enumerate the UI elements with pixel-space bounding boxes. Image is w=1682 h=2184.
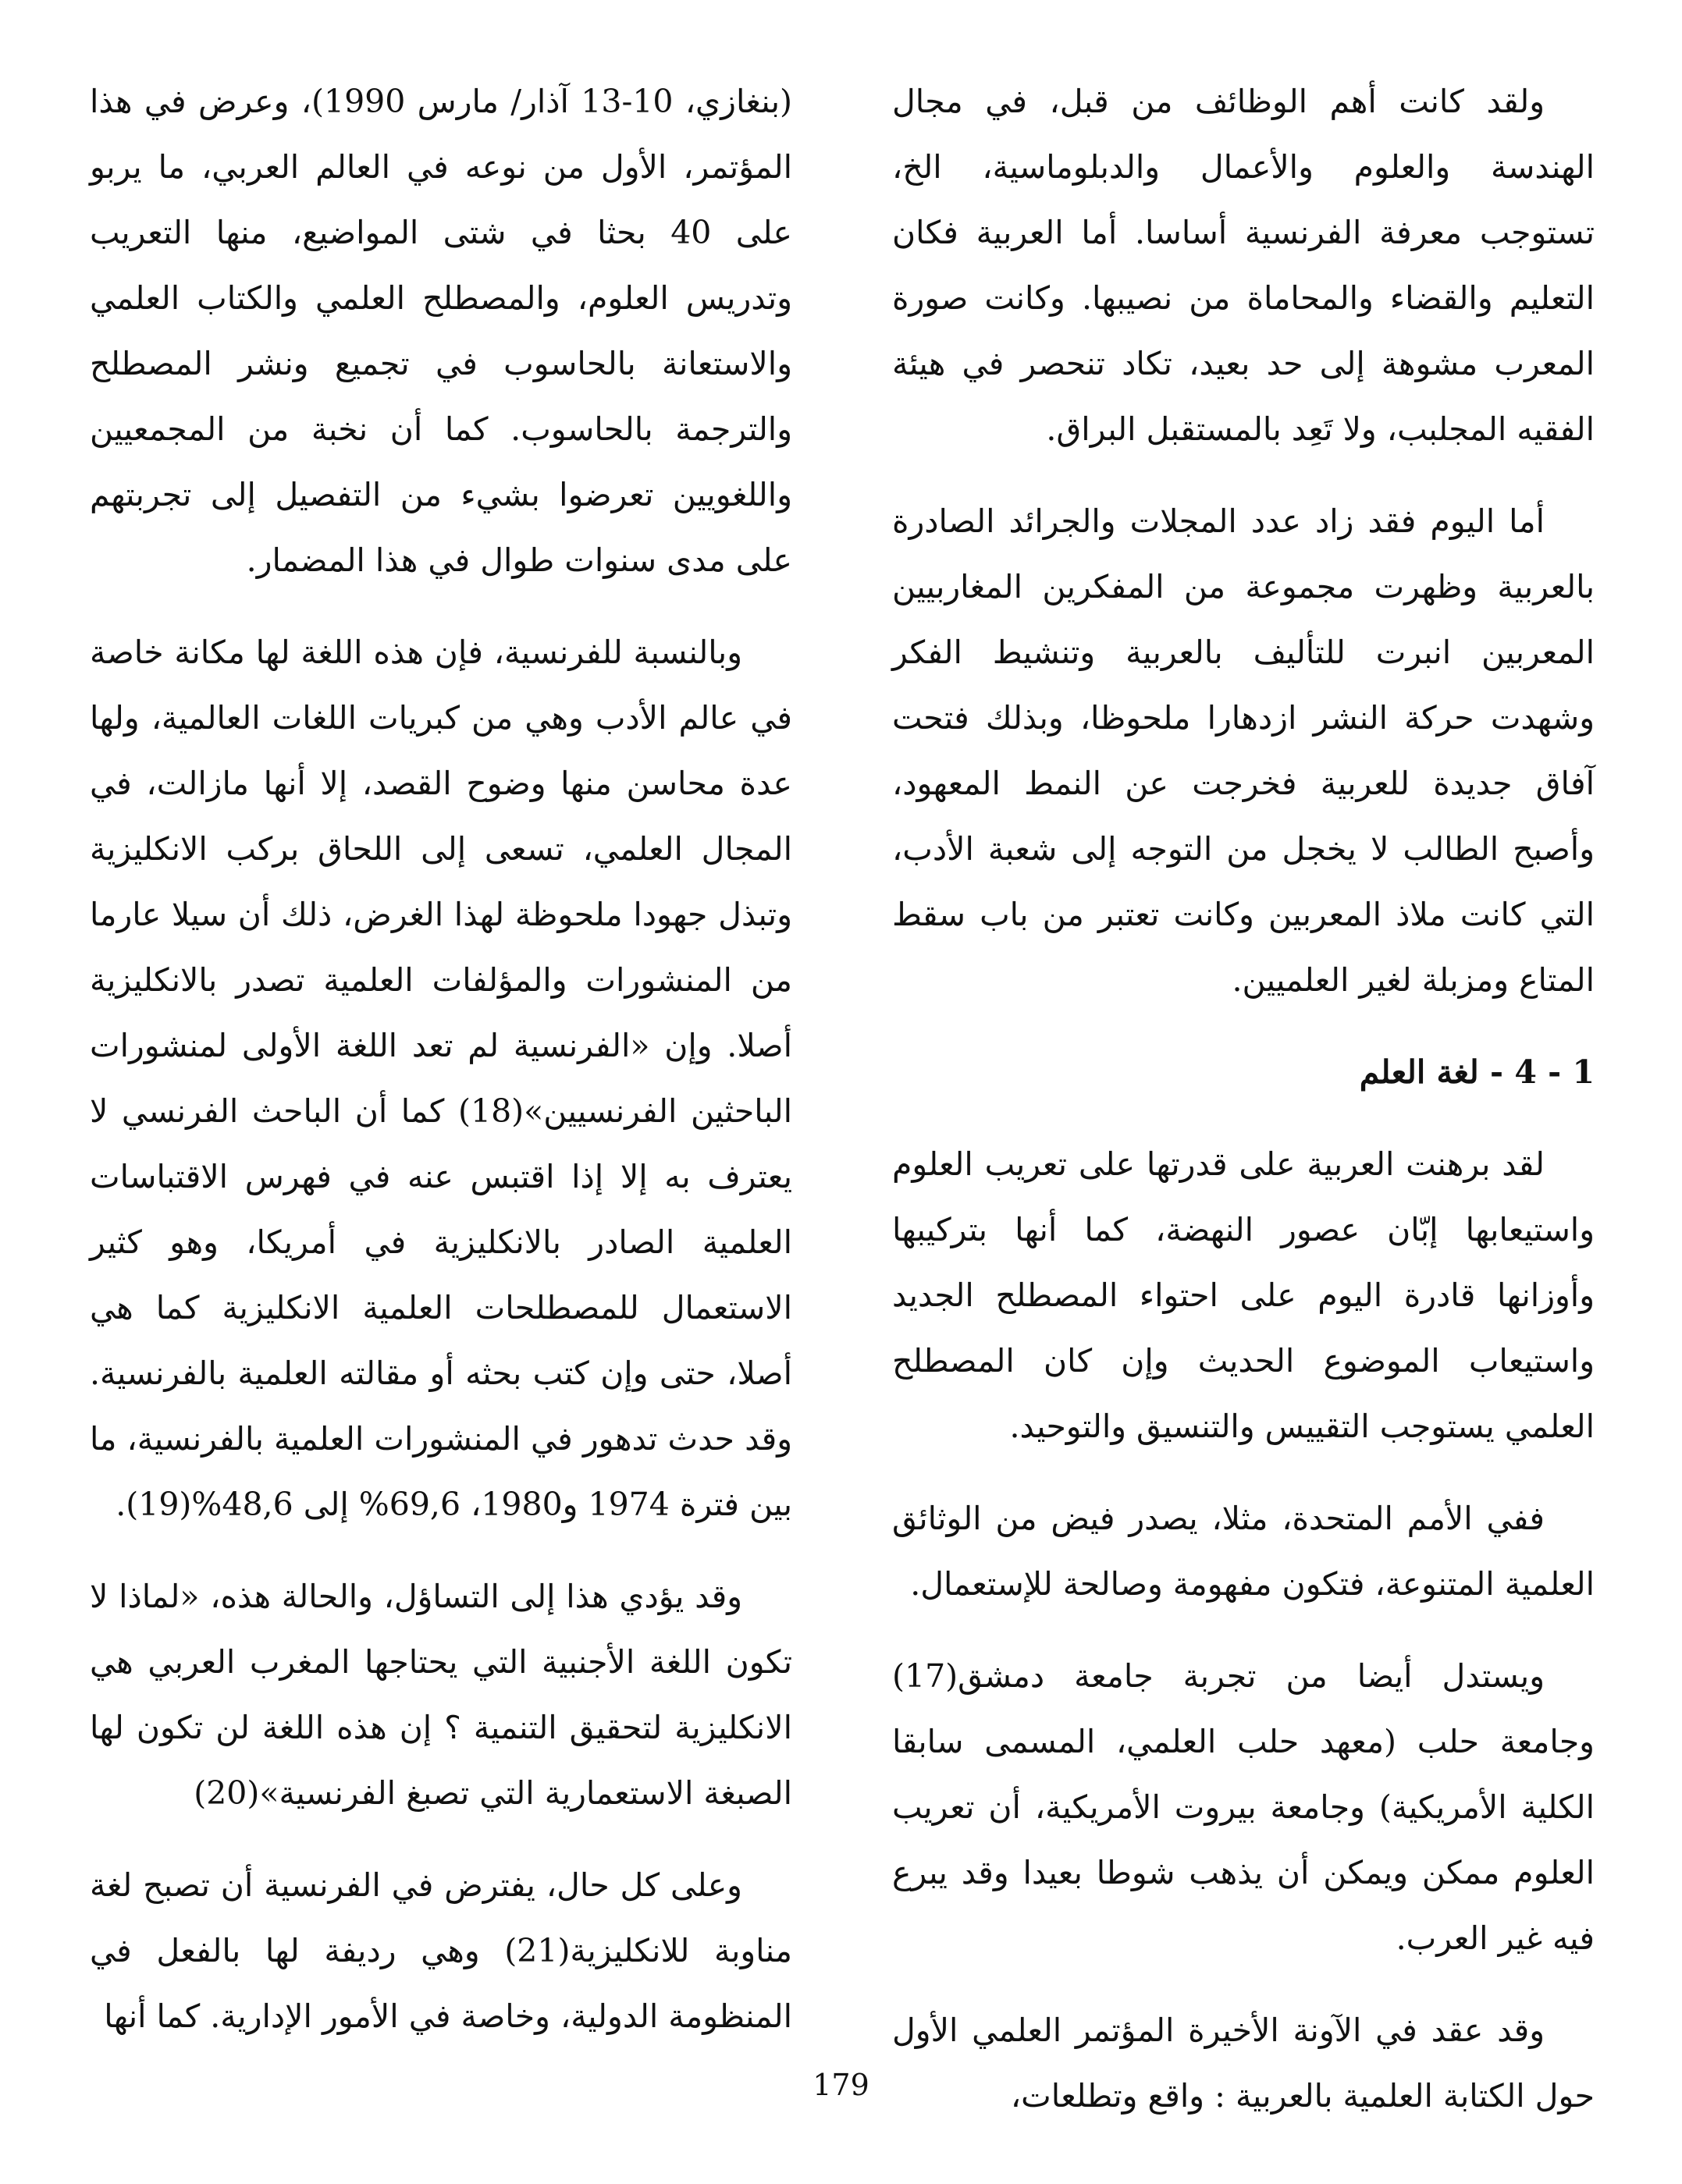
right-paragraph-6: وقد عقد في الآونة الأخيرة المؤتمر العلمي الأول حول الكتابة العلمية بالعربية : واقع وتطلعات، [892,2012,1595,2115]
right-paragraph-3: لقد برهنت العربية على قدرتها على تعريب العلوم واستيعابها إبّان عصور النهضة، كما أنها بتركيبها وأوزانها قادرة اليوم على احتواء المصطلح الجديد واستيعاب الموضوع الحديث وإن كان المصطلح العلمي يستوجب التقييس والتنسيق والتوحيد. [892,1145,1595,1445]
page-number: 179 [813,2068,869,2102]
left-paragraph-3: وقد يؤدي هذا إلى التساؤل، والحالة هذه، «لماذا لا تكون اللغة الأجنبية التي يحتاجها المغرب العربي هي الانكليزية لتحقيق التنمية ؟ إن هذه اللغة لن تكون لها الصبغة الاستعمارية التي تصبغ الفرنسية»(20) [90,1578,792,1812]
right-paragraph-2: أما اليوم فقد زاد عدد المجلات والجرائد الصادرة بالعربية وظهرت مجموعة من المفكرين المغاربيين المعربين انبرت للتأليف بالعربية وتنشيط الفكر وشهدت حركة النشر ازدهارا ملحوظا، وبذلك فتحت آفاق جديدة للعربية فخرجت عن النمط المعهود، وأصبح الطالب لا يخجل من التوجه إلى شعبة الأدب، التي كانت ملاذ المعربين وكانت تعتبر من باب سقط المتاع ومزبلة لغير العلميين. [892,502,1595,999]
left-column [90,69,792,2076]
section-heading: 1 - 4 - لغة العلم [1359,1053,1595,1091]
right-column [892,69,1595,2155]
left-paragraph-2: وبالنسبة للفرنسية، فإن هذه اللغة لها مكانة خاصة في عالم الأدب وهي من كبريات اللغات العالمية، ولها عدة محاسن منها وضوح القصد، إلا أنها مازالت، في المجال العلمي، تسعى إلى اللحاق بركب الانكليزية وتبذل جهودا ملحوظة لهذا الغرض، ذلك أن سيلا عارما من المنشورات والمؤلفات العلمية تصدر بالانكليزية أصلا. وإن «الفرنسية لم تعد اللغة الأولى لمنشورات الباحثين الفرنسيين»(18) كما أن الباحث الفرنسي لا يعترف به إلا إذا اقتبس عنه في فهرس الاقتباسات العلمية الصادر بالانكليزية في أمريكا، وهو كثير الاستعمال للمصطلحات العلمية الانكليزية كما هي أصلا، حتى وإن كتب بحثه أو مقالته العلمية بالفرنسية. وقد حدث تدهور في المنشورات العلمية بالفرنسية، ما بين فترة 1974 و1980، 69,6% إلى 48,6%(19). [90,634,792,1523]
right-paragraph-5: ويستدل أيضا من تجربة جامعة دمشق(17) وجامعة حلب (معهد حلب العلمي، المسمى سابقا الكلية الأمريكية) وجامعة بيروت الأمريكية، أن تعريب العلوم ممكن ويمكن أن يذهب شوطا بعيدا وقد يبرع فيه غير العرب. [892,1657,1595,1957]
left-paragraph-4: وعلى كل حال، يفترض في الفرنسية أن تصبح لغة مناوبة للانكليزية(21) وهي رديفة لها بالفعل في المنظومة الدولية، وخاصة في الأمور الإدارية. كما أنها [90,1866,792,2035]
left-paragraph-1: (بنغازي، 10-13 آذار/ مارس 1990)، وعرض في هذا المؤتمر، الأول من نوعه في العالم العربي، ما يربو على 40 بحثا في شتى المواضيع، منها التعريب وتدريس العلوم، والمصطلح العلمي والكتاب العلمي والاستعانة بالحاسوب في تجميع ونشر المصطلح والترجمة بالحاسوب. كما أن نخبة من المجمعيين واللغويين تعرضوا بشيء من التفصيل إلى تجربتهم على مدى سنوات طوال في هذا المضمار. [90,83,792,579]
right-paragraph-4: ففي الأمم المتحدة، مثلا، يصدر فيض من الوثائق العلمية المتنوعة، فتكون مفهومة وصالحة للإستعمال. [892,1500,1595,1603]
right-paragraph-1: ولقد كانت أهم الوظائف من قبل، في مجال الهندسة والعلوم والأعمال والدبلوماسية، الخ، تستوجب معرفة الفرنسية أساسا. أما العربية فكان التعليم والقضاء والمحاماة من نصيبها. وكانت صورة المعرب مشوهة إلى حد بعيد، تكاد تنحصر في هيئة الفقيه المجلبب، ولا تَعِد بالمستقبل البراق. [892,83,1595,448]
